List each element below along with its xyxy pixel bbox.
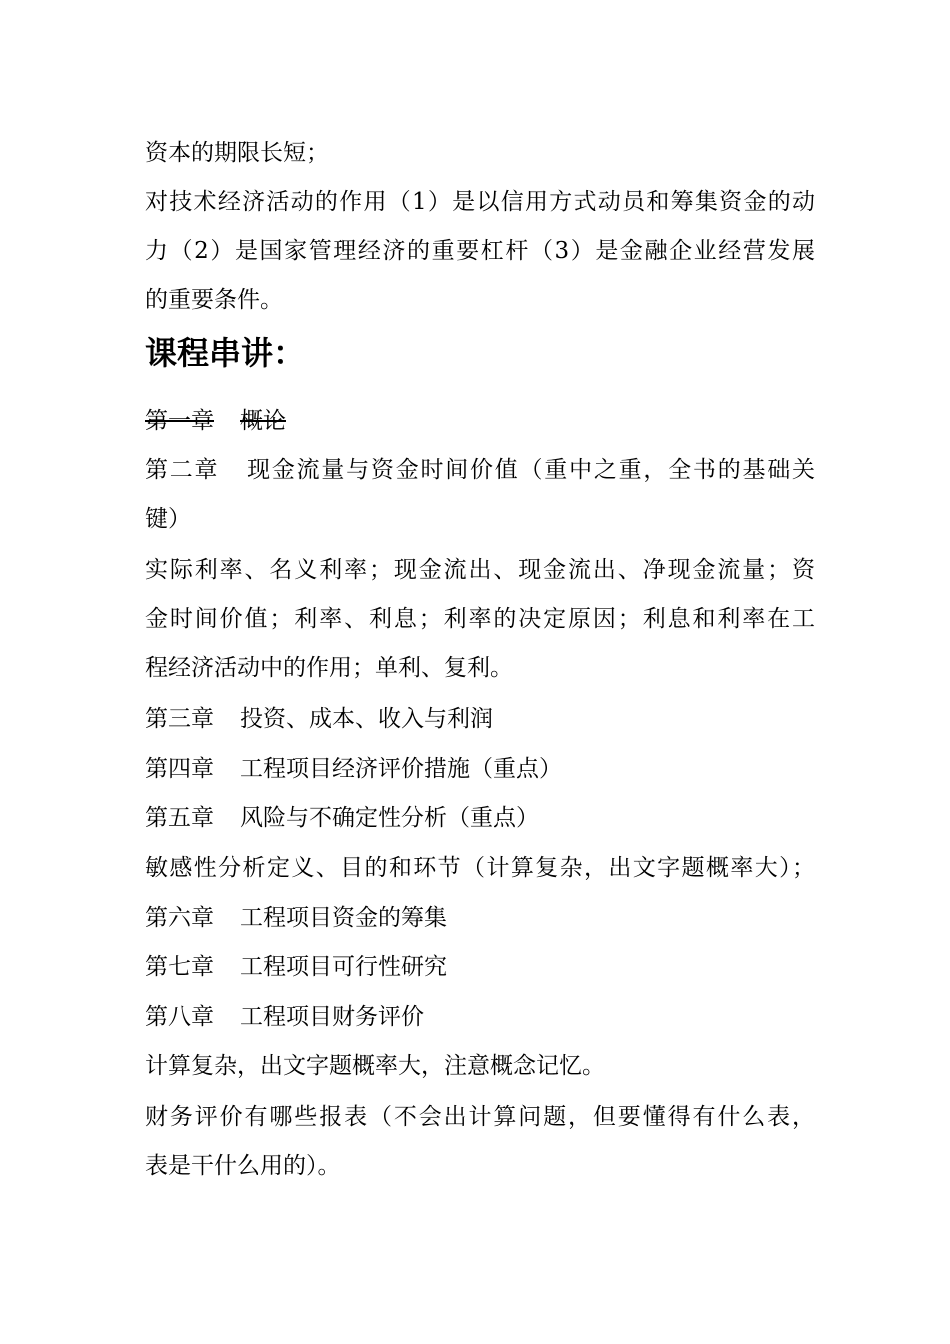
chapter-2-number: 第二章 xyxy=(145,457,220,483)
chapter-7-line xyxy=(145,942,815,992)
chapter-2-notes-line-1: 实际利率、名义利率；现金流出、现金流出、净现金流量；资 xyxy=(145,557,815,583)
chapter-8-line xyxy=(145,992,815,1042)
chapter-6-title: 工程项目资金的筹集 xyxy=(240,905,447,931)
chapter-5-title: 风险与不确定性分析（重点） xyxy=(240,805,539,831)
paragraph-role-line-3: 的重要条件。 xyxy=(145,287,283,313)
section-heading: 课程串讲： xyxy=(145,334,306,372)
chapter-2-notes-line-3: 程经济活动中的作用；单利、复利。 xyxy=(145,655,513,681)
chapter-8-note-2-line-1: 财务评价有哪些报表（不会出计算问题，但要懂得有什么表， xyxy=(145,1104,815,1130)
chapter-8-note-1: 计算复杂，出文字题概率大，注意概念记忆。 xyxy=(145,1053,605,1079)
chapter-4-number: 第四章 xyxy=(145,756,214,782)
chapter-8-number: 第八章 xyxy=(145,1004,214,1030)
chapter-3-line xyxy=(145,694,815,744)
chapter-4-line xyxy=(145,744,815,794)
chapter-1-title: 概论 xyxy=(240,408,286,434)
chapter-8-title: 工程项目财务评价 xyxy=(240,1004,424,1030)
chapter-5-number: 第五章 xyxy=(145,805,214,831)
chapter-2-title: 现金流量与资金时间价值（重中之重，全书的基础关 xyxy=(245,457,816,483)
chapter-5-note: 敏感性分析定义、目的和环节（计算复杂，出文字题概率大）； xyxy=(145,855,815,881)
paragraph-capital-term: 资本的期限长短； xyxy=(145,140,329,166)
chapter-4-title: 工程项目经济评价措施（重点） xyxy=(240,756,562,782)
chapter-2-line xyxy=(145,445,815,495)
paragraph-role-line-1: 对技术经济活动的作用（1）是以信用方式动员和筹集资金的动 xyxy=(145,189,815,215)
chapter-5-line xyxy=(145,793,815,843)
chapter-1-line xyxy=(145,396,815,446)
chapter-2-title-cont: 键） xyxy=(145,506,191,532)
chapter-3-number: 第三章 xyxy=(145,706,214,732)
paragraph-role-line-2: 力（2）是国家管理经济的重要杠杆（3）是金融企业经营发展 xyxy=(145,238,815,264)
chapter-7-title: 工程项目可行性研究 xyxy=(240,954,447,980)
chapter-1-number: 第一章 xyxy=(145,408,214,434)
chapter-2-notes-line-2: 金时间价值；利率、利息；利率的决定原因；利息和利率在工 xyxy=(145,606,815,632)
chapter-8-note-2-line-2: 表是干什么用的）。 xyxy=(145,1153,341,1179)
chapter-6-number: 第六章 xyxy=(145,905,214,931)
chapter-6-line xyxy=(145,893,815,943)
chapter-7-number: 第七章 xyxy=(145,954,214,980)
chapter-3-title: 投资、成本、收入与利润 xyxy=(240,706,493,732)
